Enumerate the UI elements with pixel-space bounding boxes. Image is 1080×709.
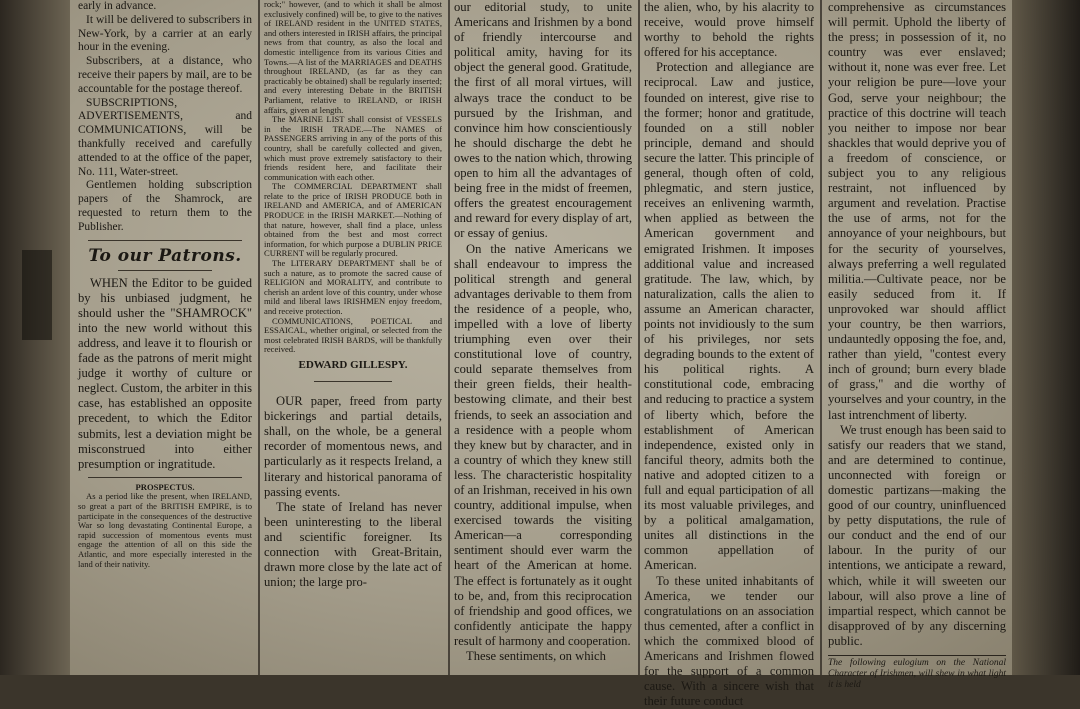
column-4 bbox=[644, 0, 814, 709]
col5-paragraph-2: We trust enough has been said to satisfy our readers that we stand, and are determined to continue, unconnected with foreign or domestic partizans—making the good of our country, uninfluenced by petty disputations, the rule of our conduct and the end of our labour. In the purity of our intentions, we anticipate a reward, which, while it will sweeten our labour, will also prove a line of impartial respect, which cannot be disapproved of by any discerning public. bbox=[828, 422, 1006, 648]
column-rule bbox=[638, 0, 640, 675]
col3-paragraph-1: our editorial study, to unite Americans and Irishmen by a bond of friendly intercourse and political amity, having for its object the general good. Gratitude, the first of all moral virtues, will always trace the conduct to be pursued by the Irishman, and convince him how conscientiously he should discharge the debt he owes to the nation which, throwing open to him all the advantages of being free in the midst of freemen, offers the greatest encouragement and reward for every display of art, or essay of genius. bbox=[454, 0, 632, 241]
col4-paragraph-1: the alien, who, by his alacrity to receive, would prove himself worthy to behold the rights offered for his acceptance. bbox=[644, 0, 814, 60]
col1-paragraph-3: Subscribers, at a distance, who receive their papers by mail, are to be accountable for the postage thereof. bbox=[78, 55, 252, 95]
section-divider bbox=[118, 270, 212, 271]
col2-paragraph-1: OUR paper, freed from party bickerings and partial details, shall, on the whole, be a general recorder of momentous news, and particularly as it respects Ireland, a literary and historical panorama of passing events. bbox=[264, 394, 442, 499]
section-divider bbox=[314, 381, 392, 382]
col1-paragraph-4: SUBSCRIPTIONS, ADVERTISEMENTS, and COMMUNICATIONS, will be thankfully received and carefully attended to at the office of the paper, No. 111, Water-street. bbox=[78, 96, 252, 178]
footnote: The following eulogium on the National Character of Irishmen, will shew in what light it is held bbox=[828, 655, 1006, 691]
col4-paragraph-3: To these united inhabitants of America, we tender our congratulations on an association thus cemented, after a conflict in which the commixed blood of Americans and Irishmen flowed for the support of a common cause. With a sincere wish that their future conduct bbox=[644, 573, 814, 709]
column-2 bbox=[264, 0, 442, 675]
section-divider bbox=[88, 240, 242, 241]
col3-paragraph-3: These sentiments, on which bbox=[466, 649, 606, 664]
col1-paragraph-5: Gentlemen holding subscription papers of the Shamrock, are requested to return them to the Publisher. bbox=[78, 179, 252, 233]
col1-paragraph-1: early in advance. bbox=[78, 0, 157, 12]
column-3 bbox=[454, 0, 632, 675]
prospectus-heading: PROSPECTUS. bbox=[135, 481, 195, 492]
page-edge-shadow bbox=[1012, 0, 1080, 675]
patrons-heading: To our Patrons. bbox=[88, 245, 242, 266]
section-divider bbox=[88, 477, 242, 478]
column-rule bbox=[820, 0, 822, 675]
patrons-paragraph: WHEN the Editor to be guided by his unbiased judgment, he should usher the "SHAMROCK" into the new world without this address, and leave it to flourish or fade as the patrons of merit might judge it worthy of culture or neglect. Custom, the arbiter in this case, has established an opposite precedent, to which the Editor submits, lest a deviation might be misconstrued into either presumption or ingratitude. bbox=[78, 275, 252, 471]
col5-paragraph-1: comprehensive as circumstances will permit. Uphold the liberty of the press; in possession of it, no country was ever enslaved; without it, none was ever free. Let your religion be pure—love your God, serve your neighbour; the practice of this doctrine will teach you neither to impose nor bear shackles that would deprive you of a freedom of conscience, or subject you to any religious restraint, not influenced by argument and revelation. Practise the use of arms, not for the annoyance of your neighbours, but for the security of yourselves, always preferring a well regulated militia.—Cultivate peace, nor be easily seduced from it. If unprovoked war should afflict your country, be then warriors, undauntedly opposing the foe, and, rather than yield, "contest every inch of ground; burn every blade of grass," and die worthy of yourselves and your country, in the last intrenchment of liberty. bbox=[828, 0, 1006, 422]
col2-small-paragraph-4: The LITERARY DEPARTMENT shall be of such a nature, as to promote the sacred cause of RELIGION and MORALITY, and contribute to cherish an ardent love of this country, under whose mild and liberal laws IRISHMEN enjoy freedom, and receive protection. bbox=[264, 258, 442, 316]
column-rule bbox=[448, 0, 450, 675]
page-damage-mark bbox=[22, 250, 52, 340]
col2-small-paragraph-3: The COMMERCIAL DEPARTMENT shall relate to the price of IRISH PRODUCE both in IRELAND and AMERICA, and of AMERICAN PRODUCE in the IRISH MARKET.—Nothing of that nature, however, shall find a place, unless obtained from the best and most correct information, for which purpose a DUBLIN PRICE CURRENT will be regularly procured. bbox=[264, 181, 442, 259]
col2-small-paragraph-2: The MARINE LIST shall consist of VESSELS in the IRISH TRADE.—The NAMES of PASSENGERS arriving in any of the ports of this country, shall be carefully collected and given, which must prove extremely satisfactory to their friends resident here, and facilitate their communication with each other. bbox=[264, 114, 442, 182]
prospectus-text: As a period like the present, when IRELAND, so great a part of the BRITISH EMPIRE, is to participate in the consequences of the destructive War so long devastating Continental Europe, a rapid succession of momentous events must engage the attention of all on this side the Atlantic, and more especially interested in the land of their nativity. bbox=[78, 491, 252, 569]
col2-paragraph-2: The state of Ireland has never been uninteresting to the liberal and scientific foreigner. Its connection with Great-Britain, drawn more close by the late act of union; the large pro- bbox=[264, 499, 442, 590]
column-1 bbox=[78, 0, 252, 675]
col1-paragraph-2: It will be delivered to subscribers in New-York, by a carrier at an early hour in the evening. bbox=[78, 13, 252, 54]
signature: EDWARD GILLESPY. bbox=[298, 358, 408, 371]
column-rule bbox=[258, 0, 260, 675]
col2-small-paragraph-5: COMMUNICATIONS, POETICAL and ESSAICAL, whether original, or selected from the most celebrated IRISH BARDS, will be thankfully received. bbox=[264, 315, 442, 355]
col4-paragraph-2: Protection and allegiance are reciprocal. Law and justice, founded on interest, give rise to the former; honor and gratitude, founded on a still nobler principle, demand and should secure the latter. This principle of general, though often of cold, phlegmatic, and stern justice, receives an enlivening warmth, when applied as between the American government and emigrated Irishmen. It imposes additional value and increased gratitude. The law, which, by naturalization, calls the alien to assume an American character, points not invidiously to the sum of his privileges, nor sets degrading bounds to the extent of his political rights. A constitutional code, embracing and reducing to practice a system of liberty which, before the establishment of American independence, existed only in fanciful theory, admits both the native and adopted citizen to a full and equal participation of all its most valuable privileges, and by a political amalgamation, unites all distinctions in the common appellation of American. bbox=[644, 60, 814, 573]
col2-small-paragraph-1: rock;" however, (and to which it shall be almost exclusively confined) will be, to give to the natives of IRELAND resident in the UNITED STATES, and others interested in IRISH affairs, the principal news from that country, as also the local and domestic intelligence from its various Cities and Towns.—A list of the MARRIAGES and DEATHS throughout IRELAND, (as far as they can practicably be obtained) shall be regularly inserted; and every interesting Debate in the BRITISH Parliament, relative to IRELAND, or IRISH affairs, given at length. bbox=[264, 0, 442, 115]
col3-paragraph-2: On the native Americans we shall endeavour to impress the political strength and general advantages derivable to them from the residence of a people, who, impelled with a love of liberty triumphing even over their constitutional love of country, could separate themselves from their green fields, their health-bestowing climate, and their best friends, to seek an association and a residence with a people whom they knew but by character, and in a country of which they knew still less. The characteristic hospitality of an Irishman, received in his own country, additional impulse, when exercised towards the visiting American—a corresponding sentiment should ever warm the heart of the American at home. The effect is fortunately as it ought to be, and, from this reciprocation of friendship and good offices, we confidently anticipate the happy result of harmony and cooperation. bbox=[454, 241, 633, 648]
column-5 bbox=[828, 0, 1006, 691]
